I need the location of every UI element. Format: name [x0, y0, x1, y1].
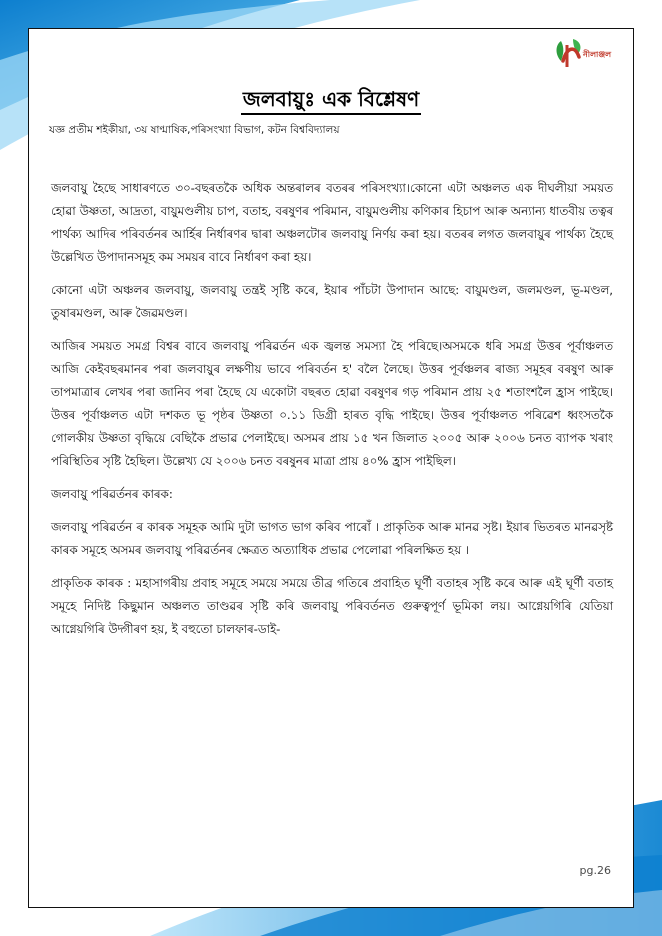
- article-body: [51, 177, 613, 651]
- paragraph: জলবায়ু পৰিৱৰ্তন ৰ কাৰক সমূহক আমি দুটা ভাগত ভাগ কৰিব পাৰোঁ । প্ৰাকৃতিক আৰু মানৱ সৃষ্ট। ইয়াৰ ভিতৰত মানৱসৃষ্ট কাৰক সমূহে অসমৰ জলবায়ু পৰিৱৰ্তনৰ ক্ষেত্ৰত অত্যাধিক প্ৰভাৱ পেলোৱা পৰিলক্ষিত হয় ।: [51, 520, 613, 557]
- paragraph: কোনো এটা অঞ্চলৰ জলবায়ু, জলবায়ু তন্ত্ৰই সৃষ্টি কৰে, ইয়াৰ পাঁচটা উপাদান আছে: বায়ুমণ্ডল, জলমণ্ডল, ভূ-মণ্ডল, তুষাৰমণ্ডল, আৰু জৈৱমণ্ডল।: [51, 283, 613, 320]
- article-title: [29, 85, 633, 118]
- logo: [553, 35, 625, 73]
- logo-text: নীলাঞ্জল: [583, 50, 612, 59]
- section-heading: জলবায়ু পৰিৱৰ্তনৰ কাৰক:: [51, 487, 173, 501]
- author-line: যজ্ঞ প্ৰতীম শইকীয়া, ৩য় ষাণ্মাষিক,পৰিসংখ্যা বিভাগ, কটন বিশ্ববিদ্যালয়: [49, 124, 340, 136]
- paragraph: জলবায়ু হৈছে সাধাৰণতে ৩০-বছৰতকৈ অধিক অন্তৰালৰ বতৰৰ পৰিসংখ্যা।কোনো এটা অঞ্চলত এক দীঘলীয়া সময়ত হোৱা উষ্ণতা, আদ্ৰতা, বায়ুমণ্ডলীয় চাপ, বতাহ, বৰষুণৰ পৰিমান, বায়ুমণ্ডলীয় কণিকাৰ হিচাপ আৰু অন্যান্য ধাতবীয় তত্বৰ পাৰ্থক্য আদিৰ পৰিবৰ্তনৰ আৰ্হিৰ নিৰ্ধাৰণৰ দ্বাৰা অঞ্চলটোৰ জলবায়ু নিৰ্ণয় কৰা হয়। বতৰৰ লগত জলবায়ুৰ পাৰ্থক্য হৈছে উল্লেখিত উপাদানসমূহ কম সময়ৰ বাবে নিৰ্ধাৰণ কৰা হয়।: [51, 181, 613, 264]
- article-title-text: জলবায়ুঃ এক বিশ্লেষণ: [241, 87, 421, 115]
- paragraph: আজিৰ সময়ত সমগ্ৰ বিশ্বৰ বাবে জলবায়ু পৰিৱৰ্তন এক জ্বলন্ত সমস্যা হৈ পৰিছে।অসমকে ধৰি সমগ্ৰ উত্তৰ পূৰ্বাঞ্চলত আজি কেইবছৰমানৰ পৰা জলবায়ুৰ লক্ষণীয় ভাবে পৰিবৰ্তন হ' বলৈ লৈছে। উত্তৰ পূৰ্বঞ্চলৰ ৰাজ্য সমূহৰ বৰষুণ আৰু তাপমাত্ৰাৰ লেখৰ পৰা জানিব পৰা হৈছে যে একোটা বছৰত হোৱা বৰষুণৰ গড় পৰিমান প্ৰায় ২৫ শতাংশলৈ হ্ৰাস পাইছে। উত্তৰ পূৰ্বাঞ্চলত এটা দশকত ভূ পৃষ্ঠৰ উষ্ণতা ০.১১ ডিগ্ৰী হাৰত বৃদ্ধি পাইছে। উত্তৰ পূৰ্বাঞ্চলত পৰিৱেশ ধ্বংসতকৈ গোলকীয় উষ্ণতা বৃদ্ধিয়ে বেছিকৈ প্ৰভাৱ পেলাইছে। অসমৰ প্ৰায় ১৫ খন জিলাত ২০০৫ আৰু ২০০৬ চনত ব্যাপক খৰাং পৰিস্থিতিৰ সৃষ্টি হৈছিল। উল্লেখ্য যে ২০০৬ চনত বৰষুনৰ মাত্ৰা প্ৰায় ৪০% হ্ৰাস পাইছিল।: [51, 339, 613, 468]
- page-frame: [28, 28, 634, 908]
- page-number: pg.26: [579, 864, 611, 877]
- paragraph: প্ৰাকৃতিক কাৰক : মহাসাগৰীয় প্ৰবাহ সমূহে সময়ে সময়ে তীব্ৰ গতিৰে প্ৰবাহিত ঘূৰ্ণী বতাহৰ সৃষ্টি কৰে আৰু এই ঘূৰ্ণী বতাহ সমূহে নিদিষ্ট কিছুমান অঞ্চলত তাণ্ডৱৰ সৃষ্টি কৰি জলবায়ু পৰিবৰ্তনত গুৰুত্বপূৰ্ণ ভূমিকা লয়। আগ্নেয়গিৰি যেতিয়া আগ্নেয়গিৰি উদ্গীৰণ হয়, ই বহুতো চালফাৰ-ডাই-: [51, 576, 613, 636]
